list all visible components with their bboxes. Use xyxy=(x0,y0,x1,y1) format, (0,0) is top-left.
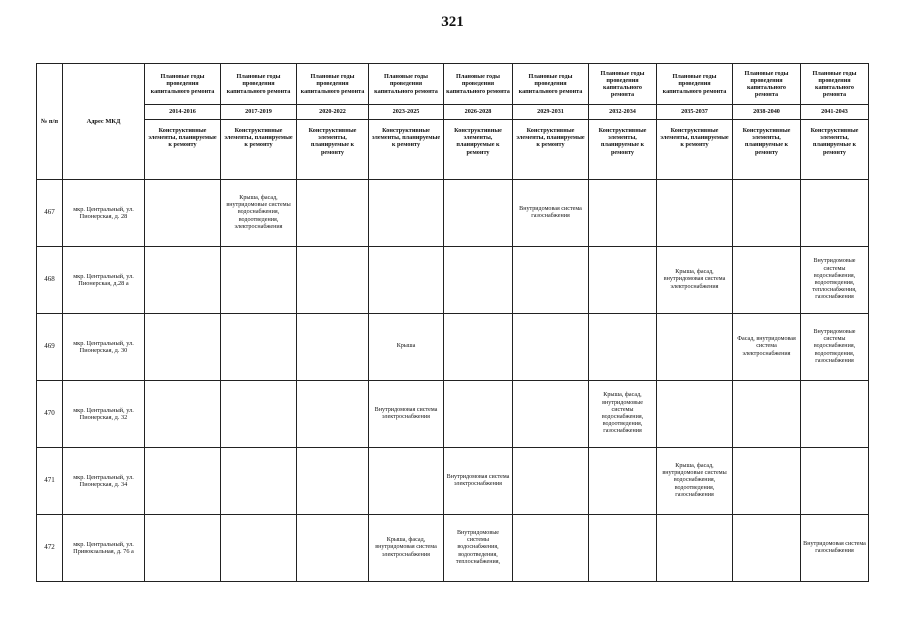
row-repair-cell xyxy=(801,180,869,247)
row-repair-cell: Крыша, фасад, внутридомовая система электроснабжения xyxy=(657,247,733,314)
row-repair-cell: Крыша xyxy=(369,314,444,381)
row-repair-cell: Внутридомовые системы водоснабжения, водоотведения, газоснабжения xyxy=(801,314,869,381)
row-repair-cell: Крыша, фасад, внутридомовые системы водоснабжения, водоотведения, газоснабжения xyxy=(657,448,733,515)
row-repair-cell xyxy=(297,247,369,314)
row-repair-cell xyxy=(221,247,297,314)
row-address: мкр. Центральный, ул. Пионерская, д. 34 xyxy=(63,448,145,515)
header-period-years: 2032-2034 xyxy=(589,105,657,120)
header-period-plan: Плановые годы проведения капитального ремонта xyxy=(221,64,297,105)
table-row xyxy=(37,448,869,515)
row-repair-cell xyxy=(513,381,589,448)
header-period-plan: Плановые годы проведения капитального ремонта xyxy=(145,64,221,105)
row-repair-cell: Внутридомовые системы водоснабжения, водоотведения, теплоснабжения, газоснабжения xyxy=(801,247,869,314)
header-period-years: 2029-2031 xyxy=(513,105,589,120)
row-repair-cell xyxy=(444,314,513,381)
header-period-plan: Плановые годы проведения капитального ремонта xyxy=(589,64,657,105)
row-repair-cell xyxy=(297,381,369,448)
table-row xyxy=(37,180,869,247)
header-period-plan: Плановые годы проведения капитального ремонта xyxy=(369,64,444,105)
row-repair-cell: Внутридомовые системы водоснабжения, водоотведения, теплоснабжения, xyxy=(444,515,513,582)
row-repair-cell xyxy=(297,180,369,247)
row-repair-cell xyxy=(657,381,733,448)
header-period-plan: Плановые годы проведения капитального ремонта xyxy=(513,64,589,105)
table-row xyxy=(37,515,869,582)
row-address: мкр. Центральный, ул. Пионерская, д. 32 xyxy=(63,381,145,448)
row-repair-cell xyxy=(221,314,297,381)
row-repair-cell xyxy=(444,247,513,314)
header-period-elements: Конструктивные элементы, планируемые к ремонту xyxy=(801,120,869,180)
row-number: 471 xyxy=(37,448,63,515)
row-repair-cell xyxy=(369,448,444,515)
header-period-elements: Конструктивные элементы, планируемые к ремонту xyxy=(297,120,369,180)
header-period-plan: Плановые годы проведения капитального ремонта xyxy=(657,64,733,105)
header-period-years: 2026-2028 xyxy=(444,105,513,120)
row-repair-cell xyxy=(589,180,657,247)
header-period-plan: Плановые годы проведения капитального ремонта xyxy=(297,64,369,105)
header-period-years: 2017-2019 xyxy=(221,105,297,120)
header-period-plan: Плановые годы проведения капитального ремонта xyxy=(801,64,869,105)
row-address: мкр. Центральный, ул. Пионерская, д.28 а xyxy=(63,247,145,314)
row-repair-cell xyxy=(513,448,589,515)
table-body xyxy=(37,180,869,582)
row-repair-cell xyxy=(657,515,733,582)
header-period-years: 2038-2040 xyxy=(733,105,801,120)
row-repair-cell xyxy=(145,381,221,448)
row-number: 470 xyxy=(37,381,63,448)
row-repair-cell xyxy=(369,180,444,247)
row-repair-cell: Внутридомовая система электроснабжения xyxy=(444,448,513,515)
table-row xyxy=(37,247,869,314)
header-period-elements: Конструктивные элементы, планируемые к ремонту xyxy=(513,120,589,180)
header-period-elements: Конструктивные элементы, планируемые к ремонту xyxy=(589,120,657,180)
row-repair-cell xyxy=(145,180,221,247)
row-repair-cell xyxy=(513,314,589,381)
header-period-elements: Конструктивные элементы, планируемые к ремонту xyxy=(733,120,801,180)
row-repair-cell xyxy=(801,448,869,515)
row-repair-cell xyxy=(444,381,513,448)
row-repair-cell xyxy=(733,448,801,515)
row-repair-cell xyxy=(145,515,221,582)
row-repair-cell xyxy=(444,180,513,247)
header-period-years: 2035-2037 xyxy=(657,105,733,120)
row-repair-cell xyxy=(145,448,221,515)
row-repair-cell xyxy=(297,448,369,515)
header-period-elements: Конструктивные элементы, планируемые к ремонту xyxy=(145,120,221,180)
row-repair-cell xyxy=(733,247,801,314)
row-repair-cell: Крыша, фасад, внутридомовые системы водоснабжения, водоотведения, газоснабжения xyxy=(589,381,657,448)
row-number: 472 xyxy=(37,515,63,582)
table-row xyxy=(37,381,869,448)
row-repair-cell xyxy=(513,247,589,314)
table-header xyxy=(37,64,869,180)
row-repair-cell xyxy=(589,515,657,582)
row-number: 467 xyxy=(37,180,63,247)
capital-repair-table xyxy=(36,63,869,582)
header-period-plan: Плановые годы проведения капитального ремонта xyxy=(444,64,513,105)
header-period-elements: Конструктивные элементы, планируемые к ремонту xyxy=(369,120,444,180)
row-repair-cell: Крыша, фасад, внутридомовая система электроснабжения xyxy=(369,515,444,582)
row-repair-cell xyxy=(589,247,657,314)
row-address: мкр. Центральный, ул. Привокзальная, д. 76 а xyxy=(63,515,145,582)
table-row xyxy=(37,314,869,381)
row-repair-cell xyxy=(657,180,733,247)
row-repair-cell xyxy=(589,448,657,515)
row-repair-cell xyxy=(589,314,657,381)
row-repair-cell xyxy=(145,314,221,381)
row-repair-cell xyxy=(221,448,297,515)
page-number: 321 xyxy=(441,14,464,30)
row-repair-cell xyxy=(657,314,733,381)
row-number: 468 xyxy=(37,247,63,314)
row-repair-cell: Внутридомовая система газоснабжения xyxy=(801,515,869,582)
header-period-years: 2020-2022 xyxy=(297,105,369,120)
row-repair-cell: Внутридомовая система газоснабжения xyxy=(513,180,589,247)
header-address: Адрес МКД xyxy=(63,64,145,180)
row-address: мкр. Центральный, ул. Пионерская, д. 30 xyxy=(63,314,145,381)
header-period-plan: Плановые годы проведения капитального ремонта xyxy=(733,64,801,105)
row-repair-cell xyxy=(733,381,801,448)
row-address: мкр. Центральный, ул. Пионерская, д. 28 xyxy=(63,180,145,247)
row-repair-cell xyxy=(297,314,369,381)
row-repair-cell: Фасад, внутридомовая система электроснабжения xyxy=(733,314,801,381)
header-period-elements: Конструктивные элементы, планируемые к ремонту xyxy=(221,120,297,180)
row-repair-cell xyxy=(801,381,869,448)
header-period-years: 2014-2016 xyxy=(145,105,221,120)
row-repair-cell: Крыша, фасад, внутридомовые системы водоснабжения, водоотведения, электроснабжения xyxy=(221,180,297,247)
row-repair-cell xyxy=(369,247,444,314)
header-row-number: № п/п xyxy=(37,64,63,180)
row-number: 469 xyxy=(37,314,63,381)
row-repair-cell xyxy=(297,515,369,582)
capital-repair-table-wrapper xyxy=(36,63,869,582)
row-repair-cell xyxy=(145,247,221,314)
row-repair-cell: Внутридомовая система электроснабжения xyxy=(369,381,444,448)
row-repair-cell xyxy=(513,515,589,582)
header-period-years: 2023-2025 xyxy=(369,105,444,120)
row-repair-cell xyxy=(221,381,297,448)
header-period-elements: Конструктивные элементы, планируемые к ремонту xyxy=(444,120,513,180)
row-repair-cell xyxy=(221,515,297,582)
row-repair-cell xyxy=(733,180,801,247)
row-repair-cell xyxy=(733,515,801,582)
header-period-elements: Конструктивные элементы, планируемые к ремонту xyxy=(657,120,733,180)
header-period-years: 2041-2043 xyxy=(801,105,869,120)
